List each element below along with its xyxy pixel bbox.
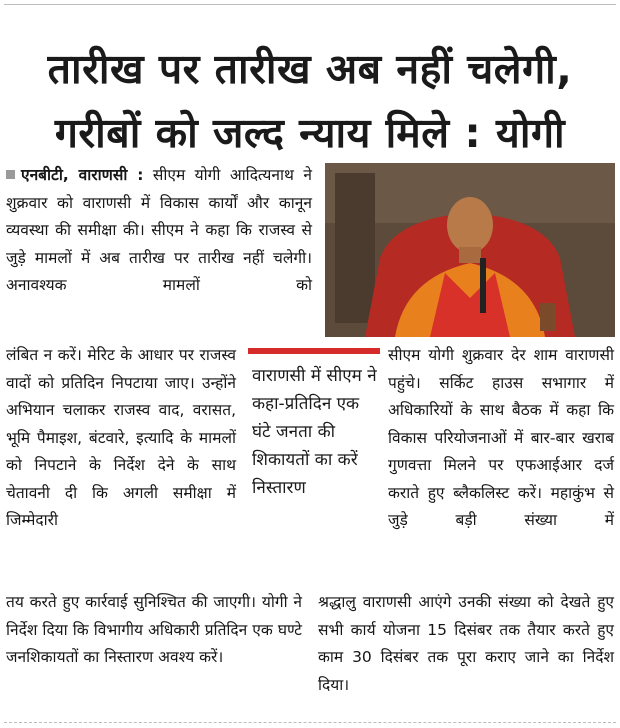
headline-line-2: गरीबों को जल्द न्याय मिले : योगी xyxy=(54,109,566,157)
headline-line-1: तारीख पर तारीख अब नहीं चलेगी, xyxy=(47,45,573,93)
article-block-5: श्रद्धालु वाराणसी आएंगे उनकी संख्या को देखते हुए सभी कार्य योजना 15 दिसंबर तक तैयार करते हुए काम 30 दिसंबर तक पूरा कराए जाने का निर्देश दिया। xyxy=(318,593,614,694)
article-block-3: तय करते हुए कार्रवाई सुनिश्चित की जाएगी। योगी ने निर्देश दिया कि विभागीय अधिकारी प्रतिदिन एक घण्टे जनशिकायतों का निस्तारण अवश्य करें। xyxy=(6,593,302,666)
article-block-1-lead: सीएम योगी xyxy=(152,166,221,184)
top-rule xyxy=(4,4,616,5)
bottom-rule xyxy=(4,722,616,723)
square-bullet-icon xyxy=(6,170,15,179)
article-block-1-text: आदित्यनाथ ने शुक्रवार को वाराणसी में विकास कार्यों और कानून व्यवस्था की समीक्षा की। सीएम ने कहा कि राजस्व से जुड़े मामलों में अब तारीख पर तारीख नहीं चलेगी। अनावश्यक मामलों को xyxy=(6,166,312,294)
pull-quote-text: वाराणसी में सीएम ने कहा-प्रतिदिन एक घंटे जनता की शिकायतों का करें निस्तारण xyxy=(252,366,377,498)
article-block-4: सीएम योगी शुक्रवार देर शाम वाराणसी पहुंचे। सर्किट हाउस सभागार में अधिकारियों के साथ बैठक में कहा कि विकास परियोजनाओं में बार-बार खराब गुणवत्ता मिलने पर एफआईआर दर्ज कराते हुए ब्लैकलिस्ट करें। महाकुंभ से जुड़े बड़ी संख्या में xyxy=(388,346,614,529)
news-photo xyxy=(325,163,615,337)
article-block-1 xyxy=(6,162,312,327)
article-block-2: लंबित न करें। मेरिट के आधार पर राजस्व वादों को प्रतिदिन निपटाया जाए। उन्होंने अभियान चलाकर राजस्व वाद, वरासत, भूमि पैमाइश, बंटवारे, इत्यादि के मामलों को निपटाने के निर्देश देने के साथ चेतावनी दी कि अगली समीक्षा में जिम्मेदारी xyxy=(6,346,236,529)
dateline: एनबीटी, वाराणसी : xyxy=(21,166,144,184)
person-photo-illustration xyxy=(325,163,615,337)
pull-quote xyxy=(248,348,380,580)
